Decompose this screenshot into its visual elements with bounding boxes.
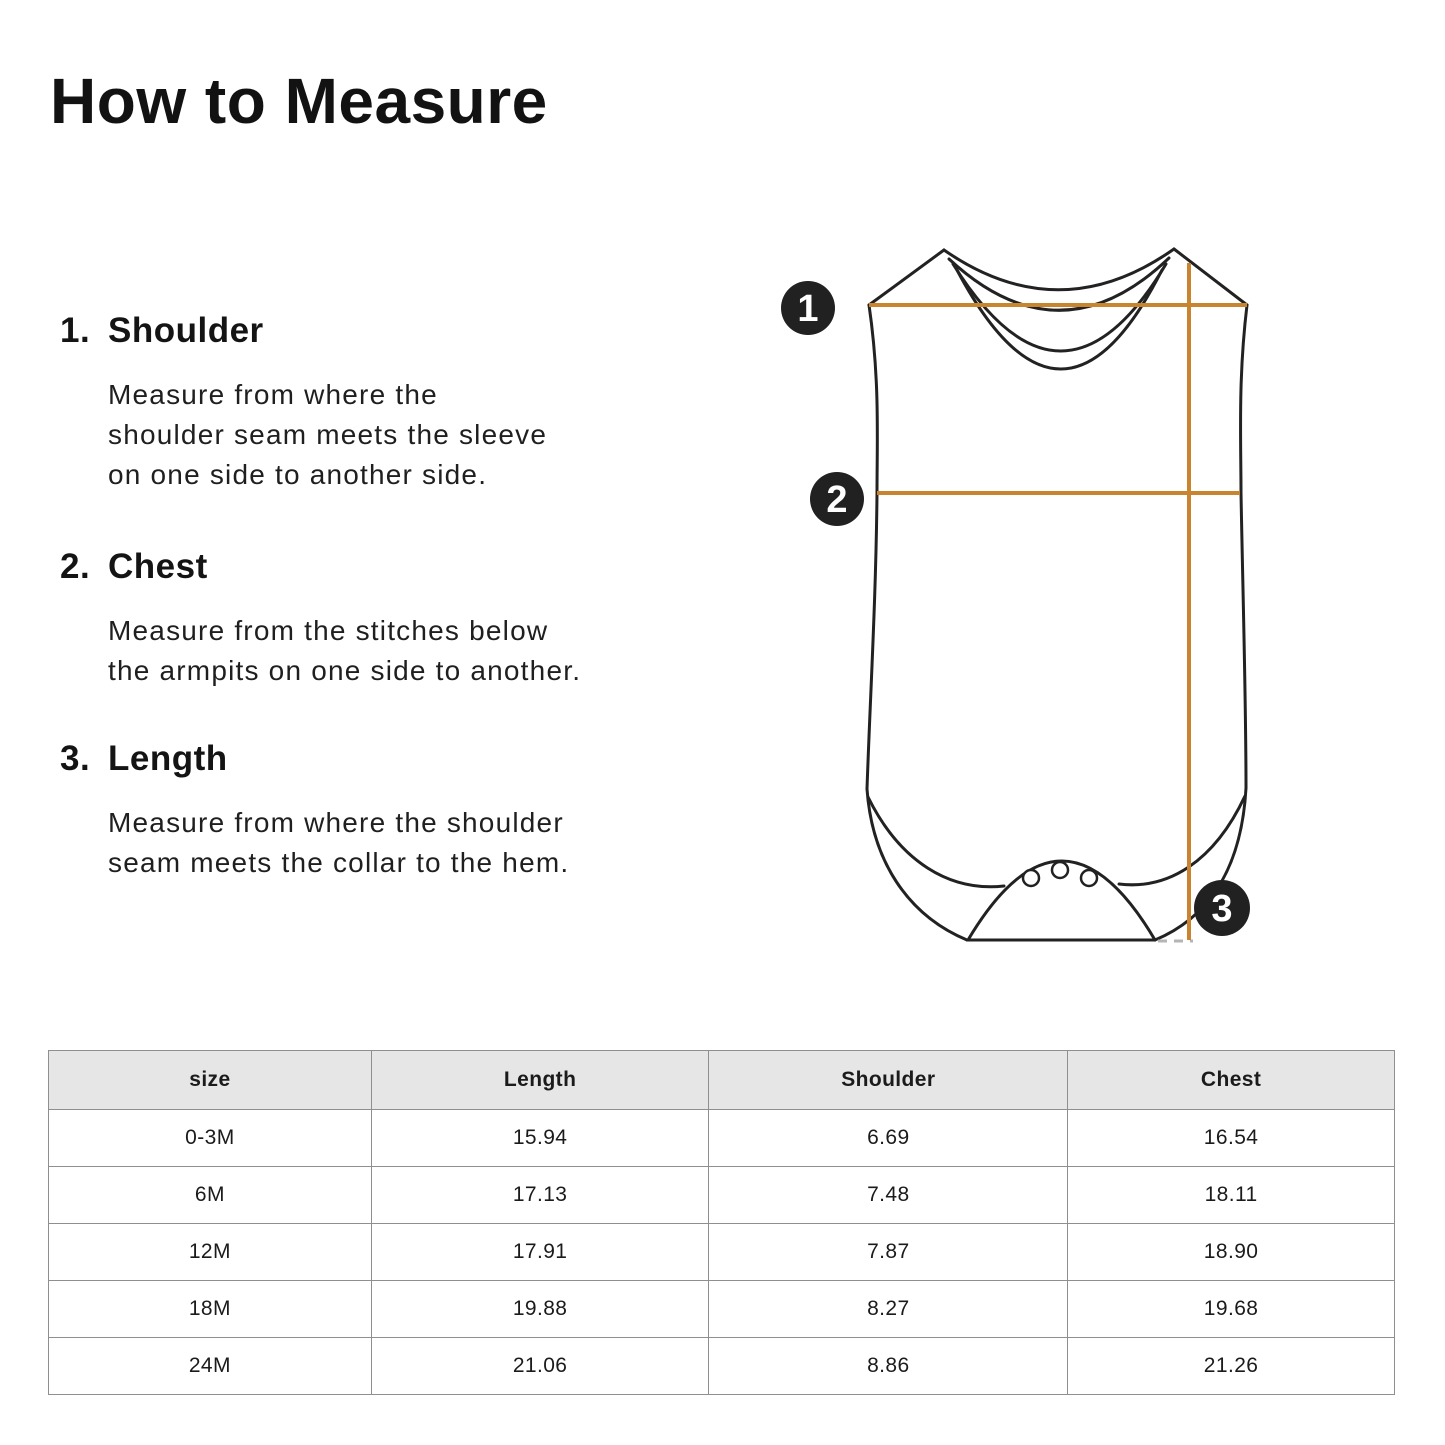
table-row	[49, 1224, 1395, 1281]
instruction-text	[108, 375, 680, 495]
instruction-text-line: Measure from where the shoulder	[108, 807, 564, 838]
instruction-title: Length	[108, 739, 228, 778]
instruction-text-line: shoulder seam meets the sleeve	[108, 419, 548, 450]
cell-shoulder: 7.87	[709, 1224, 1068, 1281]
table-row	[49, 1281, 1395, 1338]
cell-shoulder: 8.86	[709, 1338, 1068, 1395]
snap-button	[1023, 870, 1039, 886]
marker-3-label: 3	[1211, 888, 1233, 930]
instruction-text	[108, 611, 680, 691]
cell-size: 6M	[49, 1167, 372, 1224]
page-title: How to Measure	[50, 65, 548, 137]
marker-2-label: 2	[826, 479, 848, 521]
cell-chest: 18.90	[1068, 1224, 1395, 1281]
cell-shoulder: 7.48	[709, 1167, 1068, 1224]
header-chest: Chest	[1068, 1051, 1395, 1110]
instruction-heading	[60, 738, 680, 780]
cell-chest: 19.68	[1068, 1281, 1395, 1338]
instruction-text	[108, 803, 680, 883]
header-length: Length	[371, 1051, 709, 1110]
header-size: size	[49, 1051, 372, 1110]
instruction-chest	[60, 546, 680, 691]
cell-shoulder: 8.27	[709, 1281, 1068, 1338]
table-row	[49, 1110, 1395, 1167]
cell-length: 19.88	[371, 1281, 709, 1338]
cell-size: 18M	[49, 1281, 372, 1338]
cell-chest: 16.54	[1068, 1110, 1395, 1167]
instruction-text-line: on one side to another side.	[108, 459, 488, 490]
size-chart-table	[48, 1050, 1395, 1395]
instruction-title: Shoulder	[108, 311, 264, 350]
cell-chest: 21.26	[1068, 1338, 1395, 1395]
cell-length: 17.13	[371, 1167, 709, 1224]
cell-size: 12M	[49, 1224, 372, 1281]
instruction-heading	[60, 546, 680, 588]
instruction-number: 2.	[60, 547, 91, 586]
cell-length: 17.91	[371, 1224, 709, 1281]
instruction-text-line: the armpits on one side to another.	[108, 655, 582, 686]
marker-1-label: 1	[797, 288, 819, 330]
instruction-text-line: Measure from the stitches below	[108, 615, 549, 646]
instruction-text-line: seam meets the collar to the hem.	[108, 847, 570, 878]
snap-button	[1081, 870, 1097, 886]
instruction-number: 3.	[60, 739, 91, 778]
instruction-length	[60, 738, 680, 883]
instruction-heading	[60, 310, 680, 352]
table-header-row	[49, 1051, 1395, 1110]
table-row	[49, 1167, 1395, 1224]
header-shoulder: Shoulder	[709, 1051, 1068, 1110]
snap-button	[1052, 862, 1068, 878]
cell-size: 0-3M	[49, 1110, 372, 1167]
instruction-title: Chest	[108, 547, 208, 586]
cell-shoulder: 6.69	[709, 1110, 1068, 1167]
bodysuit-measurement-diagram	[700, 200, 1390, 1000]
cell-size: 24M	[49, 1338, 372, 1395]
cell-length: 21.06	[371, 1338, 709, 1395]
cell-chest: 18.11	[1068, 1167, 1395, 1224]
instruction-shoulder	[60, 310, 680, 495]
instruction-text-line: Measure from where the	[108, 379, 438, 410]
cell-length: 15.94	[371, 1110, 709, 1167]
instruction-number: 1.	[60, 311, 91, 350]
table-row	[49, 1338, 1395, 1395]
